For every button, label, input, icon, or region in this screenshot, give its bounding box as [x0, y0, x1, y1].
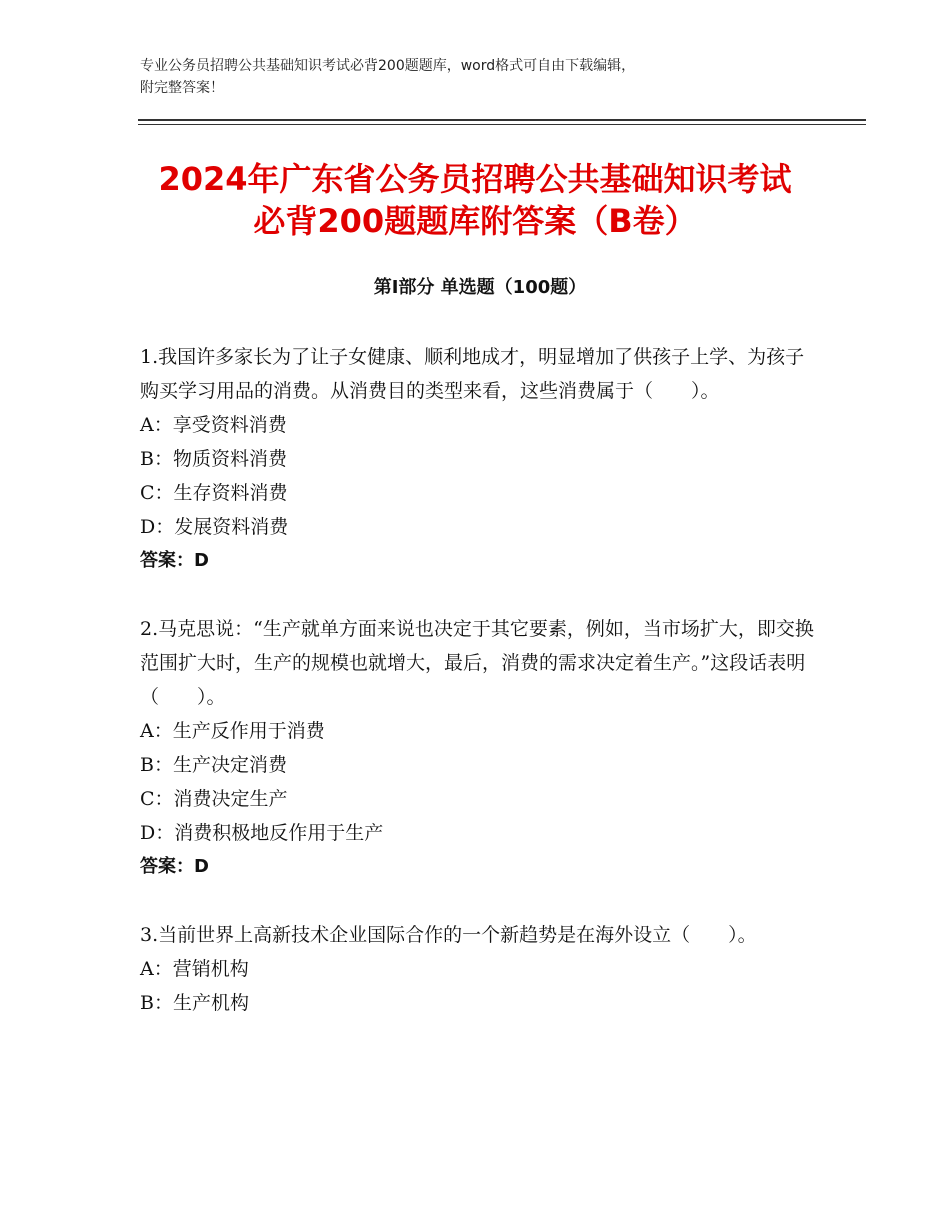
question-list: [140, 340, 820, 1054]
option-c: C：生存资料消费: [140, 482, 288, 504]
option-a: A：营销机构: [140, 958, 249, 980]
question-3: [140, 918, 820, 1020]
document-title: [90, 158, 860, 242]
question-2: [140, 612, 820, 884]
question-stem: 1.我国许多家长为了让子女健康、顺利地成才，明显增加了供孩子上学、为孩子购买学习用品的消费。从消费目的类型来看，这些消费属于（ ）。: [140, 346, 805, 402]
option-a: A：享受资料消费: [140, 414, 287, 436]
document-title-line1: 2024年广东省公务员招聘公共基础知识考试: [158, 160, 792, 198]
document-title-line2: 必背200题题库附答案（B卷）: [253, 202, 697, 240]
header-note-line1: 专业公务员招聘公共基础知识考试必背200题题库，word格式可自由下载编辑，: [140, 58, 636, 74]
option-d: D：消费积极地反作用于生产: [140, 822, 384, 844]
answer-label: 答案：D: [140, 856, 209, 877]
answer-label: 答案：D: [140, 550, 209, 571]
header-divider-thick: [138, 119, 866, 121]
option-b: B：生产决定消费: [140, 754, 287, 776]
header-note: [140, 55, 830, 99]
question-stem: 2.马克思说：“生产就单方面来说也决定于其它要素，例如，当市场扩大，即交换范围扩大时，生产的规模也就增大，最后，消费的需求决定着生产。”这段话表明（ ）。: [140, 618, 814, 708]
section-title: 第Ⅰ部分 单选题（100题）: [373, 277, 587, 298]
header-note-line2: 附完整答案！: [140, 80, 224, 96]
option-b: B：物质资料消费: [140, 448, 287, 470]
option-d: D：发展资料消费: [140, 516, 289, 538]
option-c: C：消费决定生产: [140, 788, 288, 810]
option-b: B：生产机构: [140, 992, 249, 1014]
header-divider-thin: [138, 124, 866, 125]
question-stem: 3.当前世界上高新技术企业国际合作的一个新趋势是在海外设立（ ）。: [140, 924, 757, 946]
option-a: A：生产反作用于消费: [140, 720, 325, 742]
question-1: [140, 340, 820, 578]
